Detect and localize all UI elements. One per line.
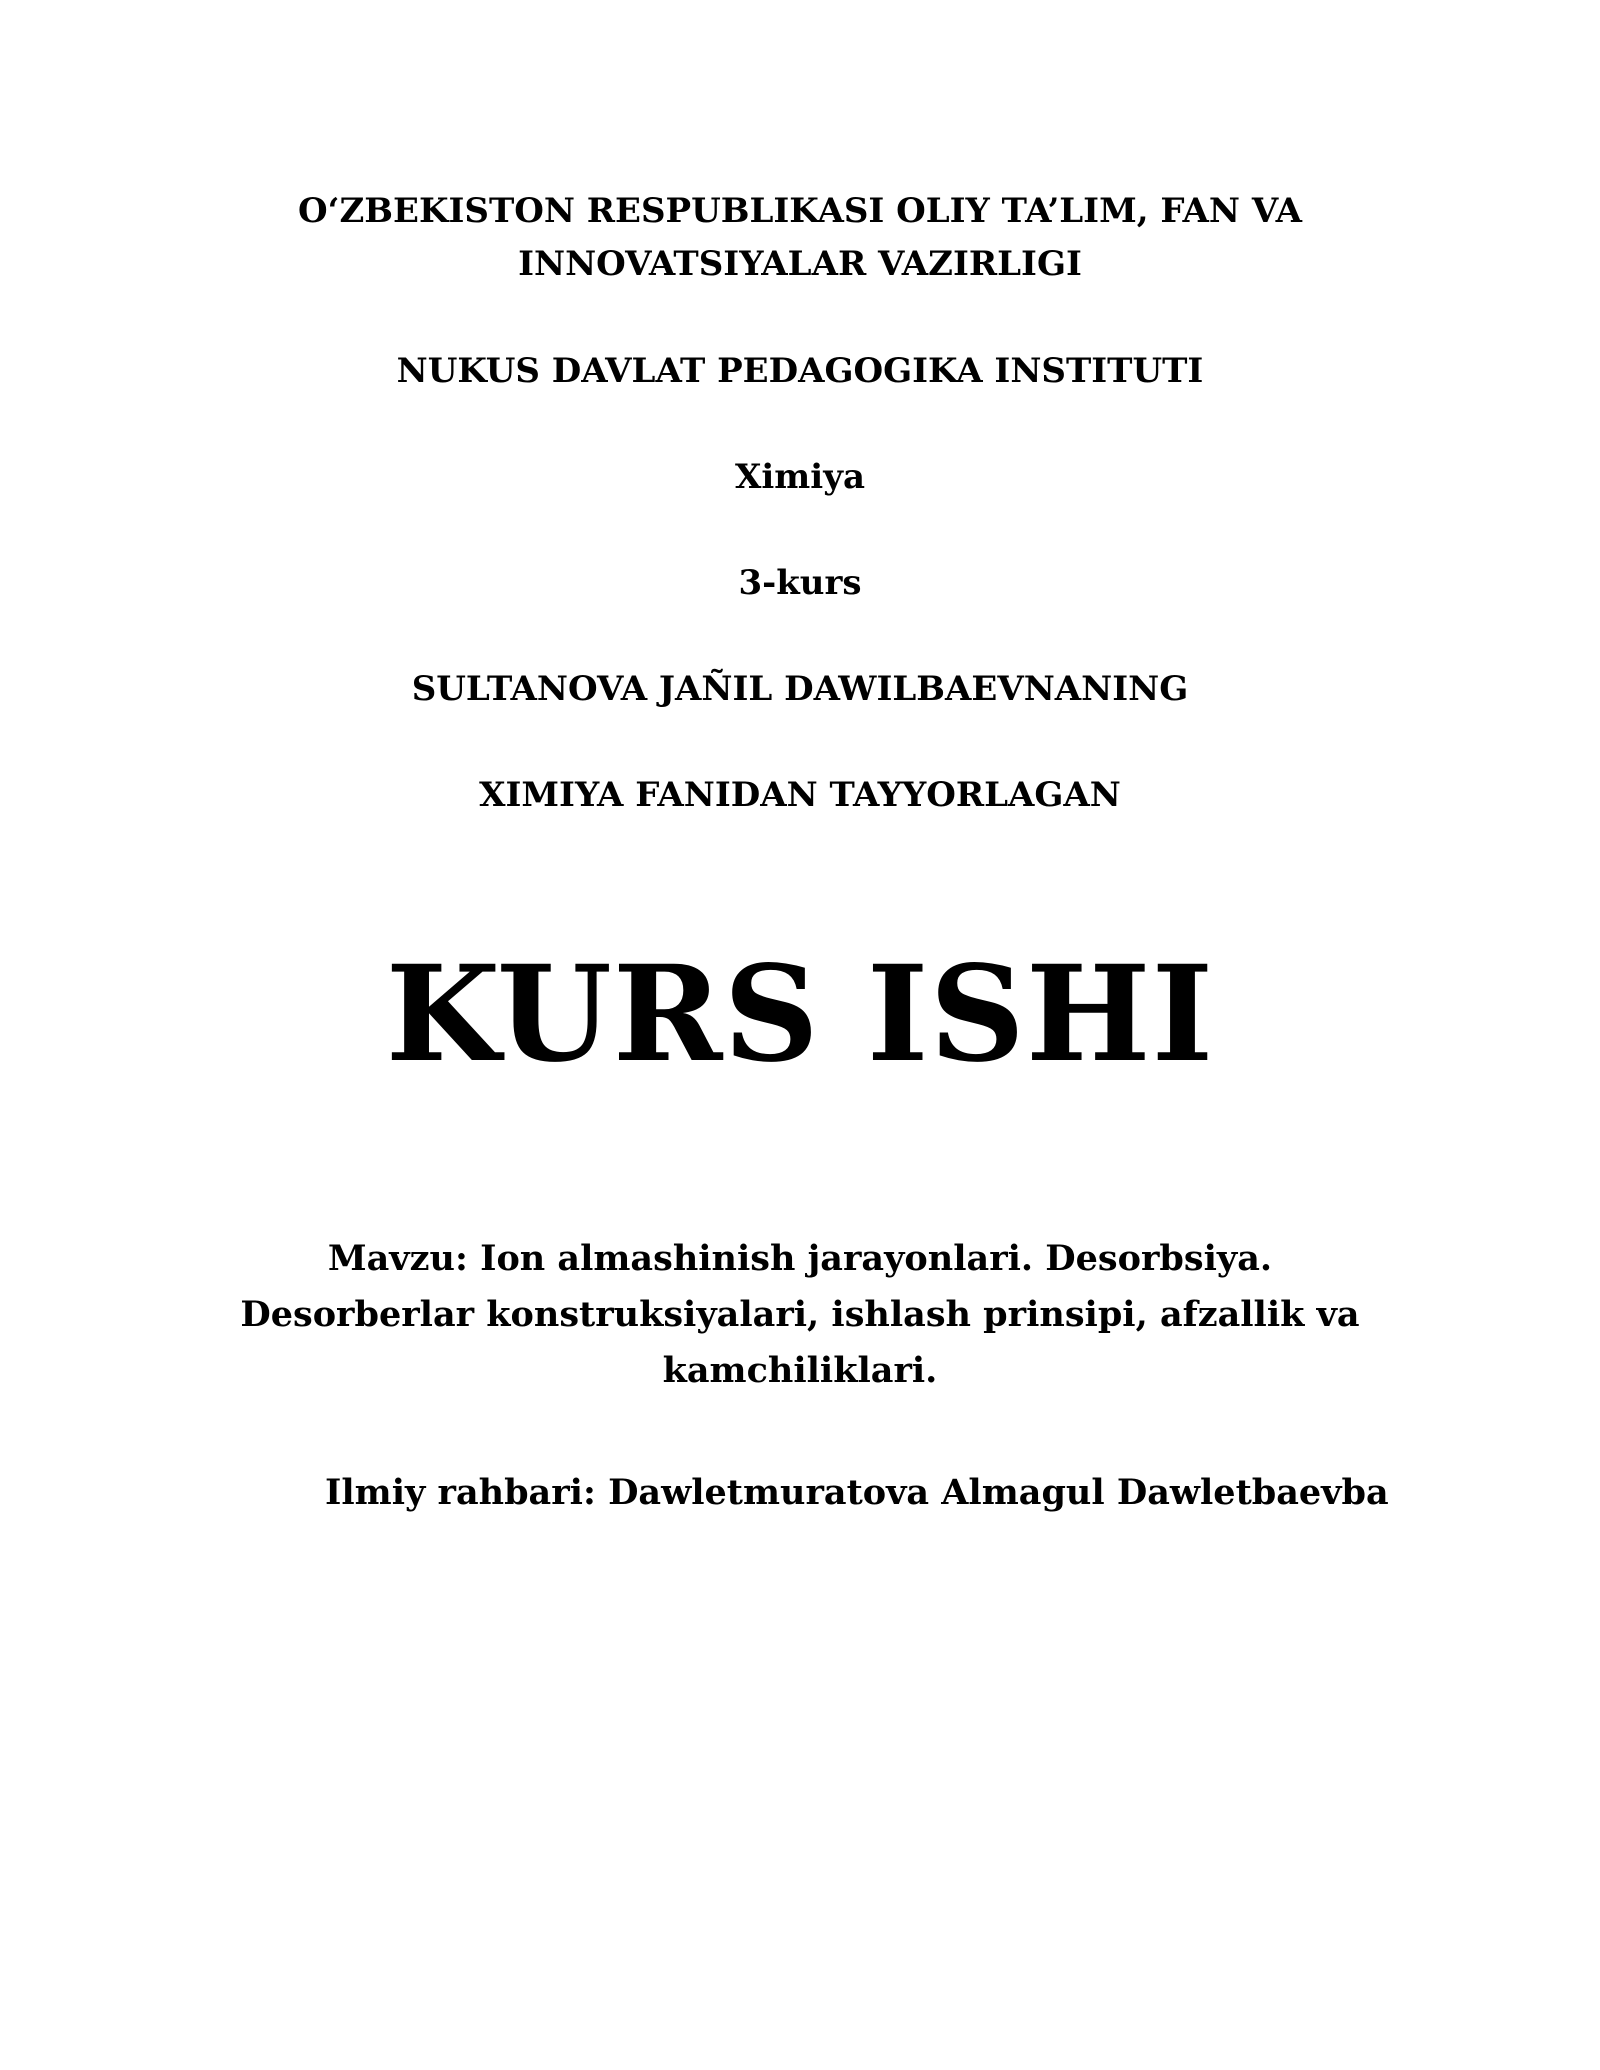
subject-name: Ximiya: [735, 457, 865, 497]
course-year: 3-kurs: [738, 563, 862, 603]
institute-name: NUKUS DAVLAT PEDAGOGIKA INSTITUTI: [396, 351, 1204, 391]
document-title: KURS ISHI: [385, 937, 1215, 1092]
ministry-line-2: INNOVATSIYALAR VAZIRLIGI: [518, 244, 1082, 284]
topic-line-1: Mavzu: Ion almashinish jarayonlari. Desorbsiya.: [327, 1238, 1273, 1279]
prepared-by-line: XIMIYA FANIDAN TAYYORLAGAN: [479, 775, 1121, 815]
topic-block: [0, 1231, 1600, 1399]
topic-line-3: kamchiliklari.: [662, 1350, 938, 1391]
topic-line-2: Desorberlar konstruksiyalari, ishlash prinsipi, afzallik va: [240, 1294, 1360, 1335]
ministry-line-1: O‘ZBEKISTON RESPUBLIKASI OLIY TA’LIM, FAN VA: [298, 191, 1302, 231]
student-name: SULTANOVA JAÑIL DAWILBAEVNANING: [411, 669, 1189, 709]
scientific-advisor: Ilmiy rahbari: Dawletmuratova Almagul Dawletbaevba: [325, 1472, 1389, 1513]
